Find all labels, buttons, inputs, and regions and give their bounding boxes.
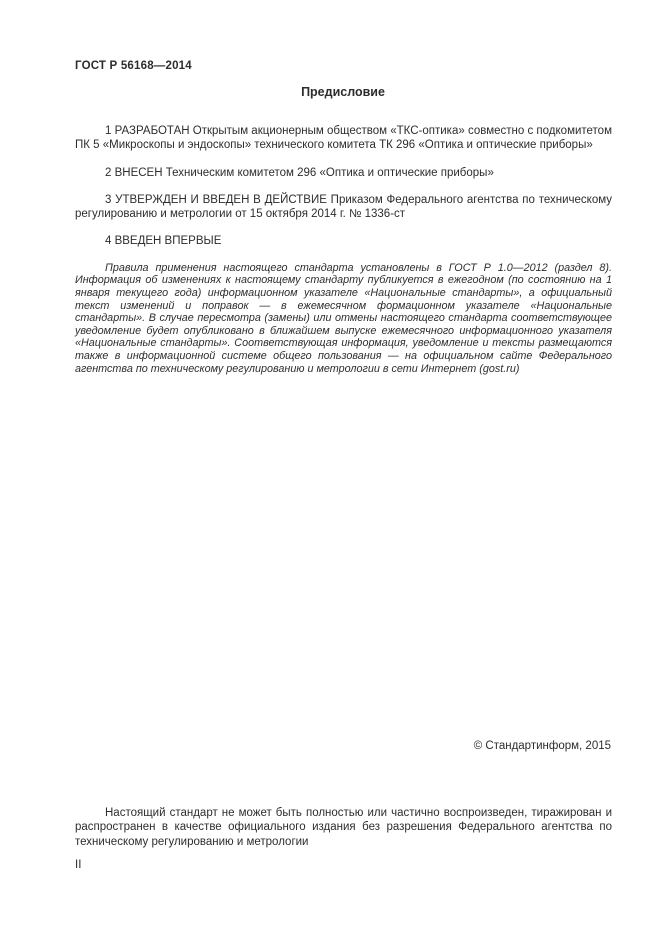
application-rules-note: Правила применения настоящего стандарта установлены в ГОСТ Р 1.0—2012 (раздел 8). Информация об изменениях к настоящему стандарту публикуется в ежегодном (по состоянию на 1 января текущего года) информационном указателе «Национальные стандарты», а официальный текст изменений и поправок — в ежемесячном формационном указателе «Национальные стандарты». В случае пересмотра (замены) или отмены настоящего стандарта соответствующее уведомление будет опубликовано в ближайшем выпуске ежемесячного информационного указателя «Национальные стандарты». Соответствующая информация, уведомление и тексты размещаются также в информационной системе общего пользования — на официальном сайте Федерального агентства по техническому регулированию и метрологии в сети Интернет (gost.ru): [75, 261, 612, 375]
clause-submitted: 2 ВНЕСЕН Техническим комитетом 296 «Оптика и оптические приборы»: [105, 166, 494, 179]
page-title: Предисловие: [301, 85, 385, 99]
standard-designation: ГОСТ Р 56168—2014: [75, 60, 192, 72]
body-column: [75, 124, 612, 375]
clause-approved: 3 УТВЕРЖДЕН И ВВЕДЕН В ДЕЙСТВИЕ Приказом Федерального агентства по техническому регулированию и метрологии от 15 октября 2014 г. № 1336-ст: [75, 193, 612, 221]
copyright-line: © Стандартинформ, 2015: [473, 740, 611, 752]
reproduction-restriction-note: Настоящий стандарт не может быть полностью или частично воспроизведен, тиражирован и распространен в качестве официального издания без разрешения Федерального агентства по техническому регулированию и метрологии: [75, 807, 612, 848]
clause-developed: 1 РАЗРАБОТАН Открытым акционерным обществом «ТКС-оптика» совместно с подкомитетом ПК 5 «Микроскопы и эндоскопы» технического комитета ТК 296 «Оптика и оптические приборы»: [75, 125, 612, 152]
clause-introduced-first-time: 4 ВВЕДЕН ВПЕРВЫЕ: [105, 235, 222, 248]
page-number: II: [75, 859, 82, 871]
